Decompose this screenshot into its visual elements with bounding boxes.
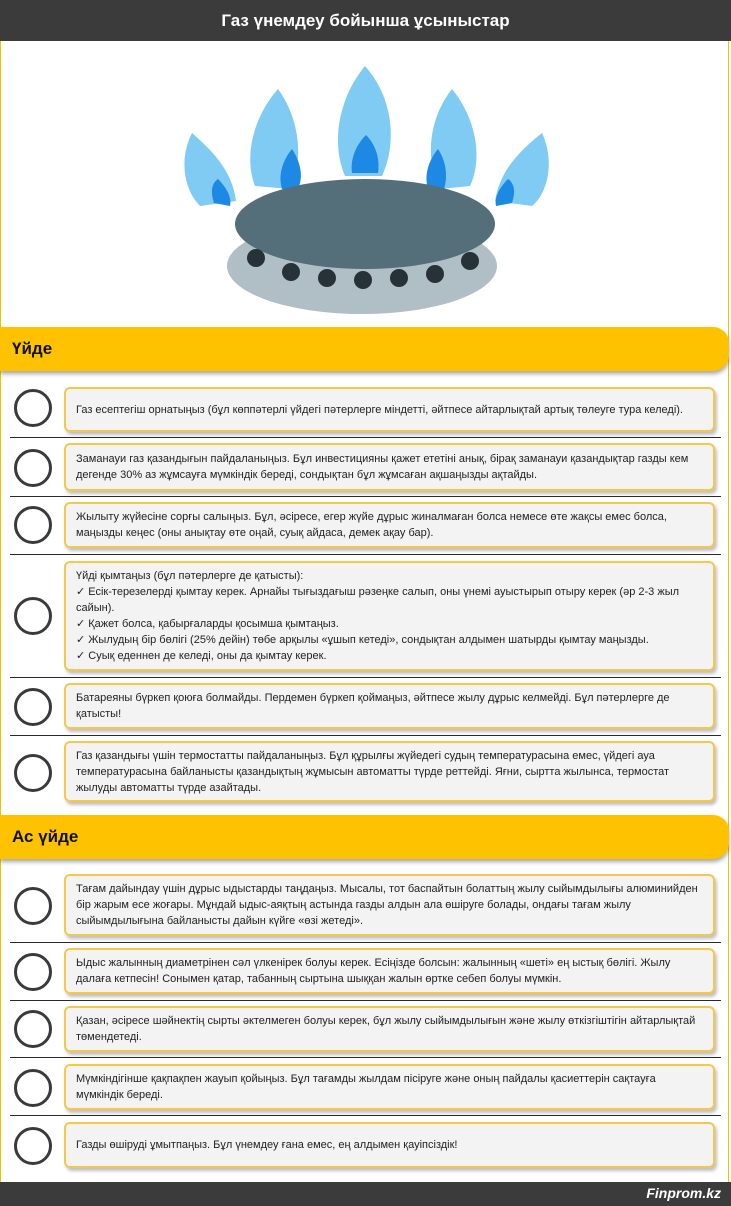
- tip-text: Үйді қымтаңыз (бұл пәтерлерге де қатысты):: [76, 570, 304, 582]
- checkbox-circle[interactable]: [14, 754, 52, 792]
- checkbox-circle[interactable]: [14, 688, 52, 726]
- tip-text: Қазан, әсіресе шәйнектің сырты әктелмеген болуы керек, бұл жылу сыйымдылығын және жылу өткізгіштігін айтарлықтай төмендетеді.: [76, 1015, 696, 1043]
- tip-check-line: ✓ Суық еденнен де келеді, оны да қымтау керек.: [76, 650, 327, 662]
- tip-check-line: ✓ Есік-терезелерді қымтау керек. Арнайы тығыздағыш рәзеңке салып, оны үнемі ауыстырып отыру керек (әр 2-3 жыл сайын).: [76, 586, 680, 614]
- tip-card: [64, 1064, 715, 1110]
- checkbox-circle[interactable]: [14, 449, 52, 487]
- row-divider: [10, 1115, 721, 1116]
- tip-card: [64, 387, 715, 432]
- tip-text: Жылыту жүйесіне сорғы салыңыз. Бұл, әсіресе, егер жүйе дұрыс жиналмаған болса немесе өте жақсы емес болса, маңызды кеңес (оны анықтау өте оңай, суық айдаса, демек ақау бар).: [76, 511, 667, 539]
- tip-card: [64, 561, 715, 671]
- section-kitchen-header: Ас үйде: [0, 815, 729, 859]
- tip-text: Тағам дайындау үшін дұрыс ыдыстарды таңдаңыз. Мысалы, тот баспайтын болаттың жылу сыйымдылығы алюминийден бір жарым есе жоғары. Мұндай ыдыс-аяқтың астында газды алдын ала өшіруге болады, ондағы тағам жылу сыйымдылығына байланысты дайын күйге «өзі жетеді».: [76, 883, 698, 927]
- tip-text: Мүмкіндігінше қақпақпен жауып қойыңыз. Бұл тағамды жылдам пісіруге және оның пайдалы қасиеттерін сақтауға мүмкіндік береді.: [76, 1073, 656, 1101]
- tip-text: Газды өшіруді ұмытпаңыз. Бұл үнемдеу ғана емес, ең алдымен қауіпсіздік!: [76, 1139, 458, 1151]
- row-divider: [10, 1057, 721, 1058]
- tip-card: [64, 683, 715, 729]
- checkbox-circle[interactable]: [14, 1127, 52, 1165]
- row-divider: [10, 496, 721, 497]
- tip-card: [64, 741, 715, 802]
- tip-card: [64, 502, 715, 548]
- brand-logo-text[interactable]: Finprom.kz: [646, 1185, 721, 1201]
- row-divider: [10, 942, 721, 943]
- row-divider: [10, 1000, 721, 1001]
- tip-card: [64, 443, 715, 491]
- checkbox-circle[interactable]: [14, 1069, 52, 1107]
- footer-bar: [0, 1182, 731, 1206]
- row-divider: [10, 735, 721, 736]
- tip-text: Газ есептегіш орнатыңыз (бұл көппәтерлі үйдегі пәтерлерге міндетті, әйтпесе айтарлықтай артық төлеуге тура келеді).: [76, 403, 683, 416]
- tip-text: Батареяны бүркеп қоюға болмайды. Пердемен бүркеп қоймаңыз, әйтпесе жылу дұрыс келмейді. Бұл пәтерлерге де қатысты!: [76, 692, 670, 720]
- tip-text: Ыдыс жалынның диаметрінен сәл үлкенірек болуы керек. Есіңізде болсын: жалынның «шеті» ең ыстық бөлігі. Жылу далаға кетпесін! Сонымен қатар, табанның сыртына шыққан жалын өртке себеп болуы мүмкін.: [76, 957, 671, 985]
- page-title: Газ үнемдеу бойынша ұсыныстар: [0, 0, 731, 41]
- checkbox-circle[interactable]: [14, 887, 52, 925]
- tip-text: Газ қазандығы үшін термостатты пайдаланыңыз. Бұл құрылғы жүйедегі судың температурасына емес, үйдегі ауа температурасына байланысты қазандықтың жұмысын автоматты түрде реттейді. Яғни, сыртта жылынса, термостат жылуды автоматты түрде азайтады.: [76, 749, 670, 794]
- checkbox-circle[interactable]: [14, 597, 52, 635]
- gas-burner-icon: [0, 41, 731, 331]
- tip-check-line: ✓ Жылудың бір бөлігі (25% дейін) төбе арқылы «ұшып кетеді», сондықтан алдымен шатырды қымтау маңызды.: [76, 634, 649, 646]
- checkbox-circle[interactable]: [14, 953, 52, 991]
- tip-card: [64, 948, 715, 994]
- checkbox-circle[interactable]: [14, 1010, 52, 1048]
- row-divider: [10, 437, 721, 438]
- checkbox-circle[interactable]: [14, 389, 52, 427]
- row-divider: [10, 554, 721, 555]
- tip-card: [64, 1122, 715, 1168]
- tip-card: [64, 874, 715, 936]
- tip-check-line: ✓ Қажет болса, қабырғаларды қосымша қымтаңыз.: [76, 618, 339, 630]
- checkbox-circle[interactable]: [14, 506, 52, 544]
- section-home-header: Үйде: [0, 327, 729, 371]
- tip-card: [64, 1006, 715, 1052]
- row-divider: [10, 677, 721, 678]
- tip-text: Заманауи газ қазандығын пайдаланыңыз. Бұл инвестицияны қажет ететіні анық, бірақ заманауи қазандықтар газды кем дегенде 30% аз жұмсауға мүмкіндік береді, сондықтан бұл жұмсаған ақшаңызды ақтайды.: [76, 453, 689, 481]
